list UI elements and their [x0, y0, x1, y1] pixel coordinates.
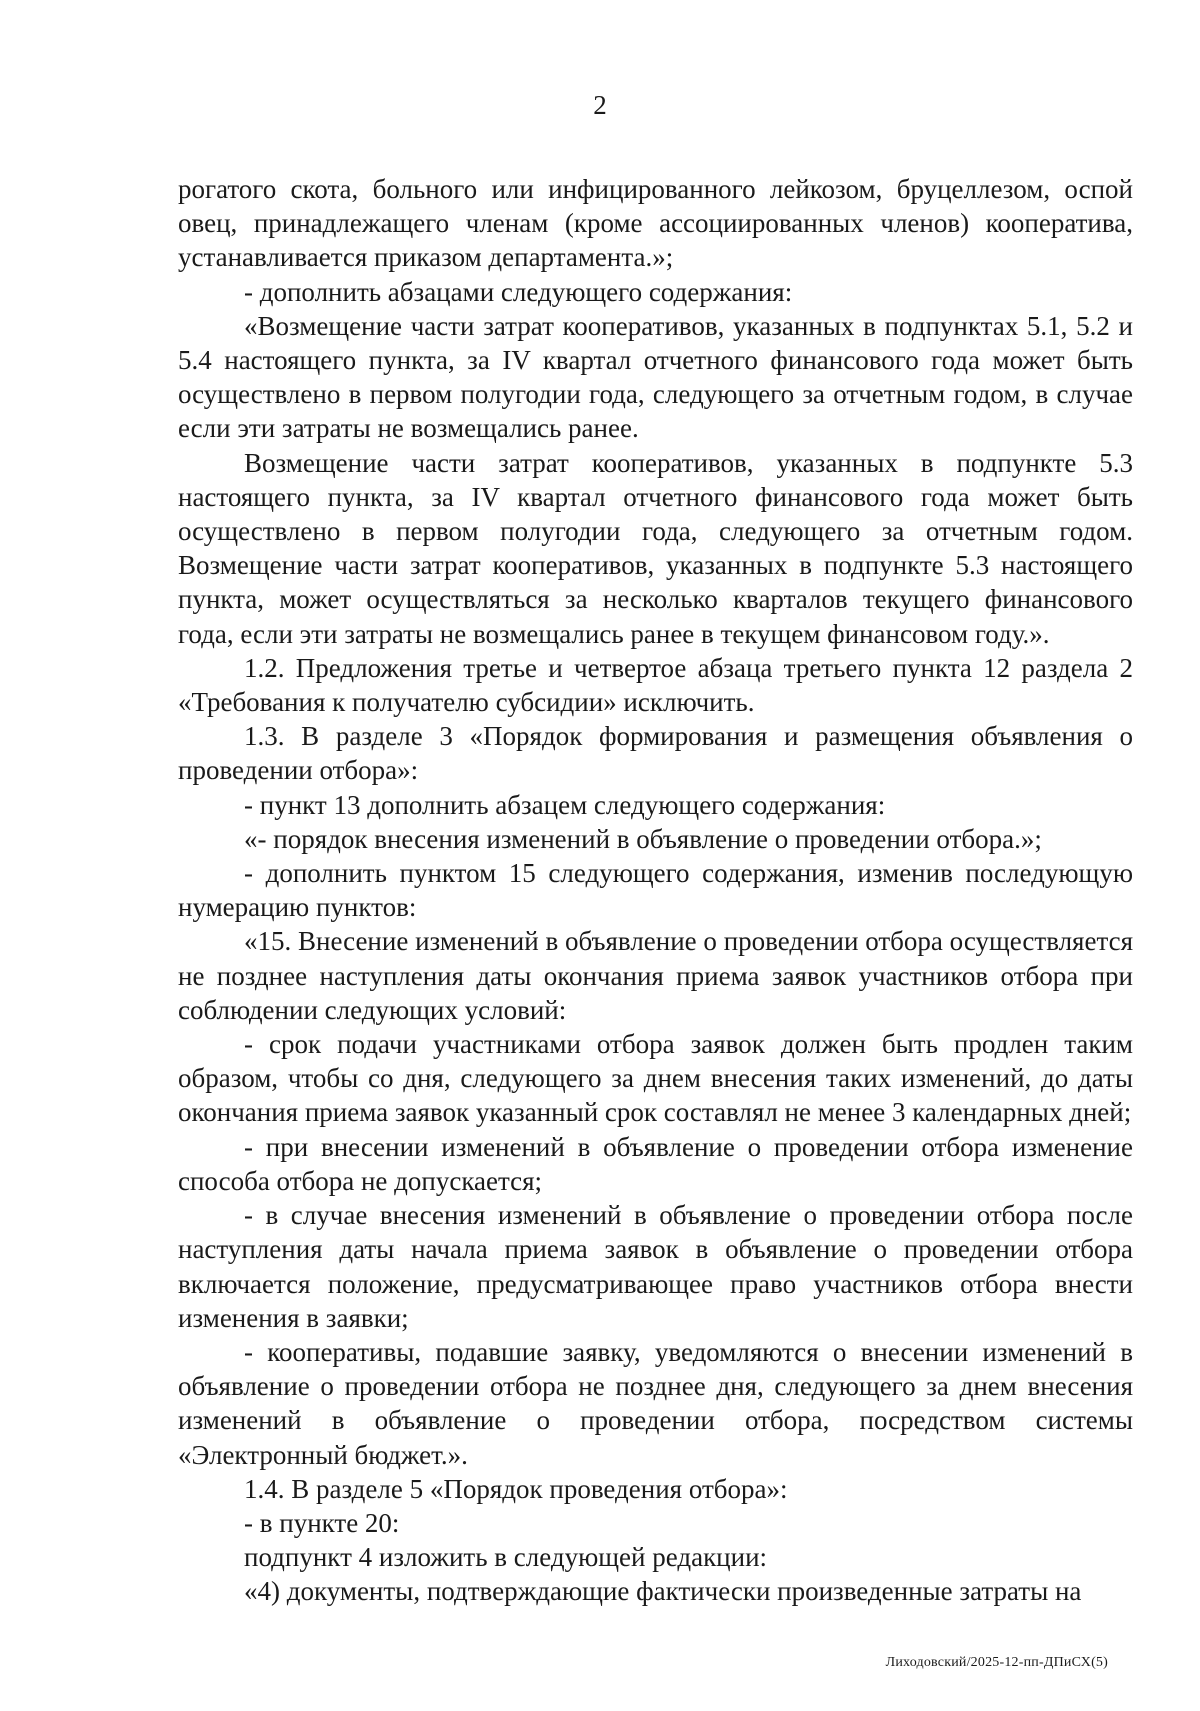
- document-body: [178, 172, 1133, 1609]
- paragraph: 1.2. Предложения третье и четвертое абзаца третьего пункта 12 раздела 2 «Требования к получателю субсидии» исключить.: [178, 652, 1133, 718]
- paragraph: - срок подачи участниками отбора заявок должен быть продлен таким образом, чтобы со дня, следующего за днем внесения таких изменений, до даты окончания приема заявок указанный срок составлял не менее 3 календарных дней;: [178, 1029, 1133, 1128]
- paragraph: Возмещение части затрат кооперативов, указанных в подпункте 5.3 настоящего пункта, за IV квартал отчетного финансового года может быть осуществлено в первом полугодии года, следующего за отчетным годом. Возмещение части затрат кооперативов, указанных в подпункте 5.3 настоящего пункта, может осуществляться за несколько кварталов текущего финансового года, если эти затраты не возмещались ранее в текущем финансовом году.».: [178, 447, 1133, 649]
- paragraph: - пункт 13 дополнить абзацем следующего содержания:: [244, 789, 886, 820]
- paragraph: - в случае внесения изменений в объявление о проведении отбора после наступления даты начала приема заявок в объявление о проведении отбора включается положение, предусматривающее право участников отбора внести изменения в заявки;: [178, 1200, 1133, 1333]
- paragraph: «- порядок внесения изменений в объявление о проведении отбора.»;: [244, 823, 1042, 854]
- paragraph: - дополнить абзацами следующего содержания:: [244, 276, 793, 307]
- paragraph: - при внесении изменений в объявление о проведении отбора изменение способа отбора не допускается;: [178, 1131, 1133, 1196]
- paragraph: 1.4. В разделе 5 «Порядок проведения отбора»:: [244, 1473, 788, 1504]
- paragraph: «4) документы, подтверждающие фактически произведенные затраты на: [244, 1576, 1082, 1607]
- paragraph: - кооперативы, подавшие заявку, уведомляются о внесении изменений в объявление о проведении отбора не позднее дня, следующего за днем внесения изменений в объявление о проведении отбора, посредством системы «Электронный бюджет.».: [178, 1336, 1133, 1470]
- paragraph: «Возмещение части затрат кооперативов, указанных в подпунктах 5.1, 5.2 и 5.4 настоящего пункта, за IV квартал отчетного финансового года может быть осуществлено в первом полугодии года, следующего за отчетным годом, в случае если эти затраты не возмещались ранее.: [178, 310, 1133, 444]
- paragraph: подпункт 4 изложить в следующей редакции:: [244, 1542, 768, 1573]
- paragraph: 1.3. В разделе 3 «Порядок формирования и размещения объявления о проведении отбора»:: [178, 721, 1133, 786]
- paragraph: рогатого скота, больного или инфицированного лейкозом, бруцеллезом, оспой овец, принадлежащего членам (кроме ассоциированных членов) кооператива, устанавливается приказом департамента.»;: [178, 174, 1133, 273]
- paragraph: «15. Внесение изменений в объявление о проведении отбора осуществляется не позднее наступления даты окончания приема заявок участников отбора при соблюдении следующих условий:: [178, 926, 1133, 1025]
- document-footer-code: Лиходовский/2025-12-пп-ДПиСХ(5): [885, 1655, 1108, 1670]
- paragraph: - в пункте 20:: [244, 1507, 400, 1538]
- paragraph: - дополнить пунктом 15 следующего содержания, изменив последующую нумерацию пунктов:: [178, 858, 1133, 923]
- page-number: 2: [593, 90, 607, 120]
